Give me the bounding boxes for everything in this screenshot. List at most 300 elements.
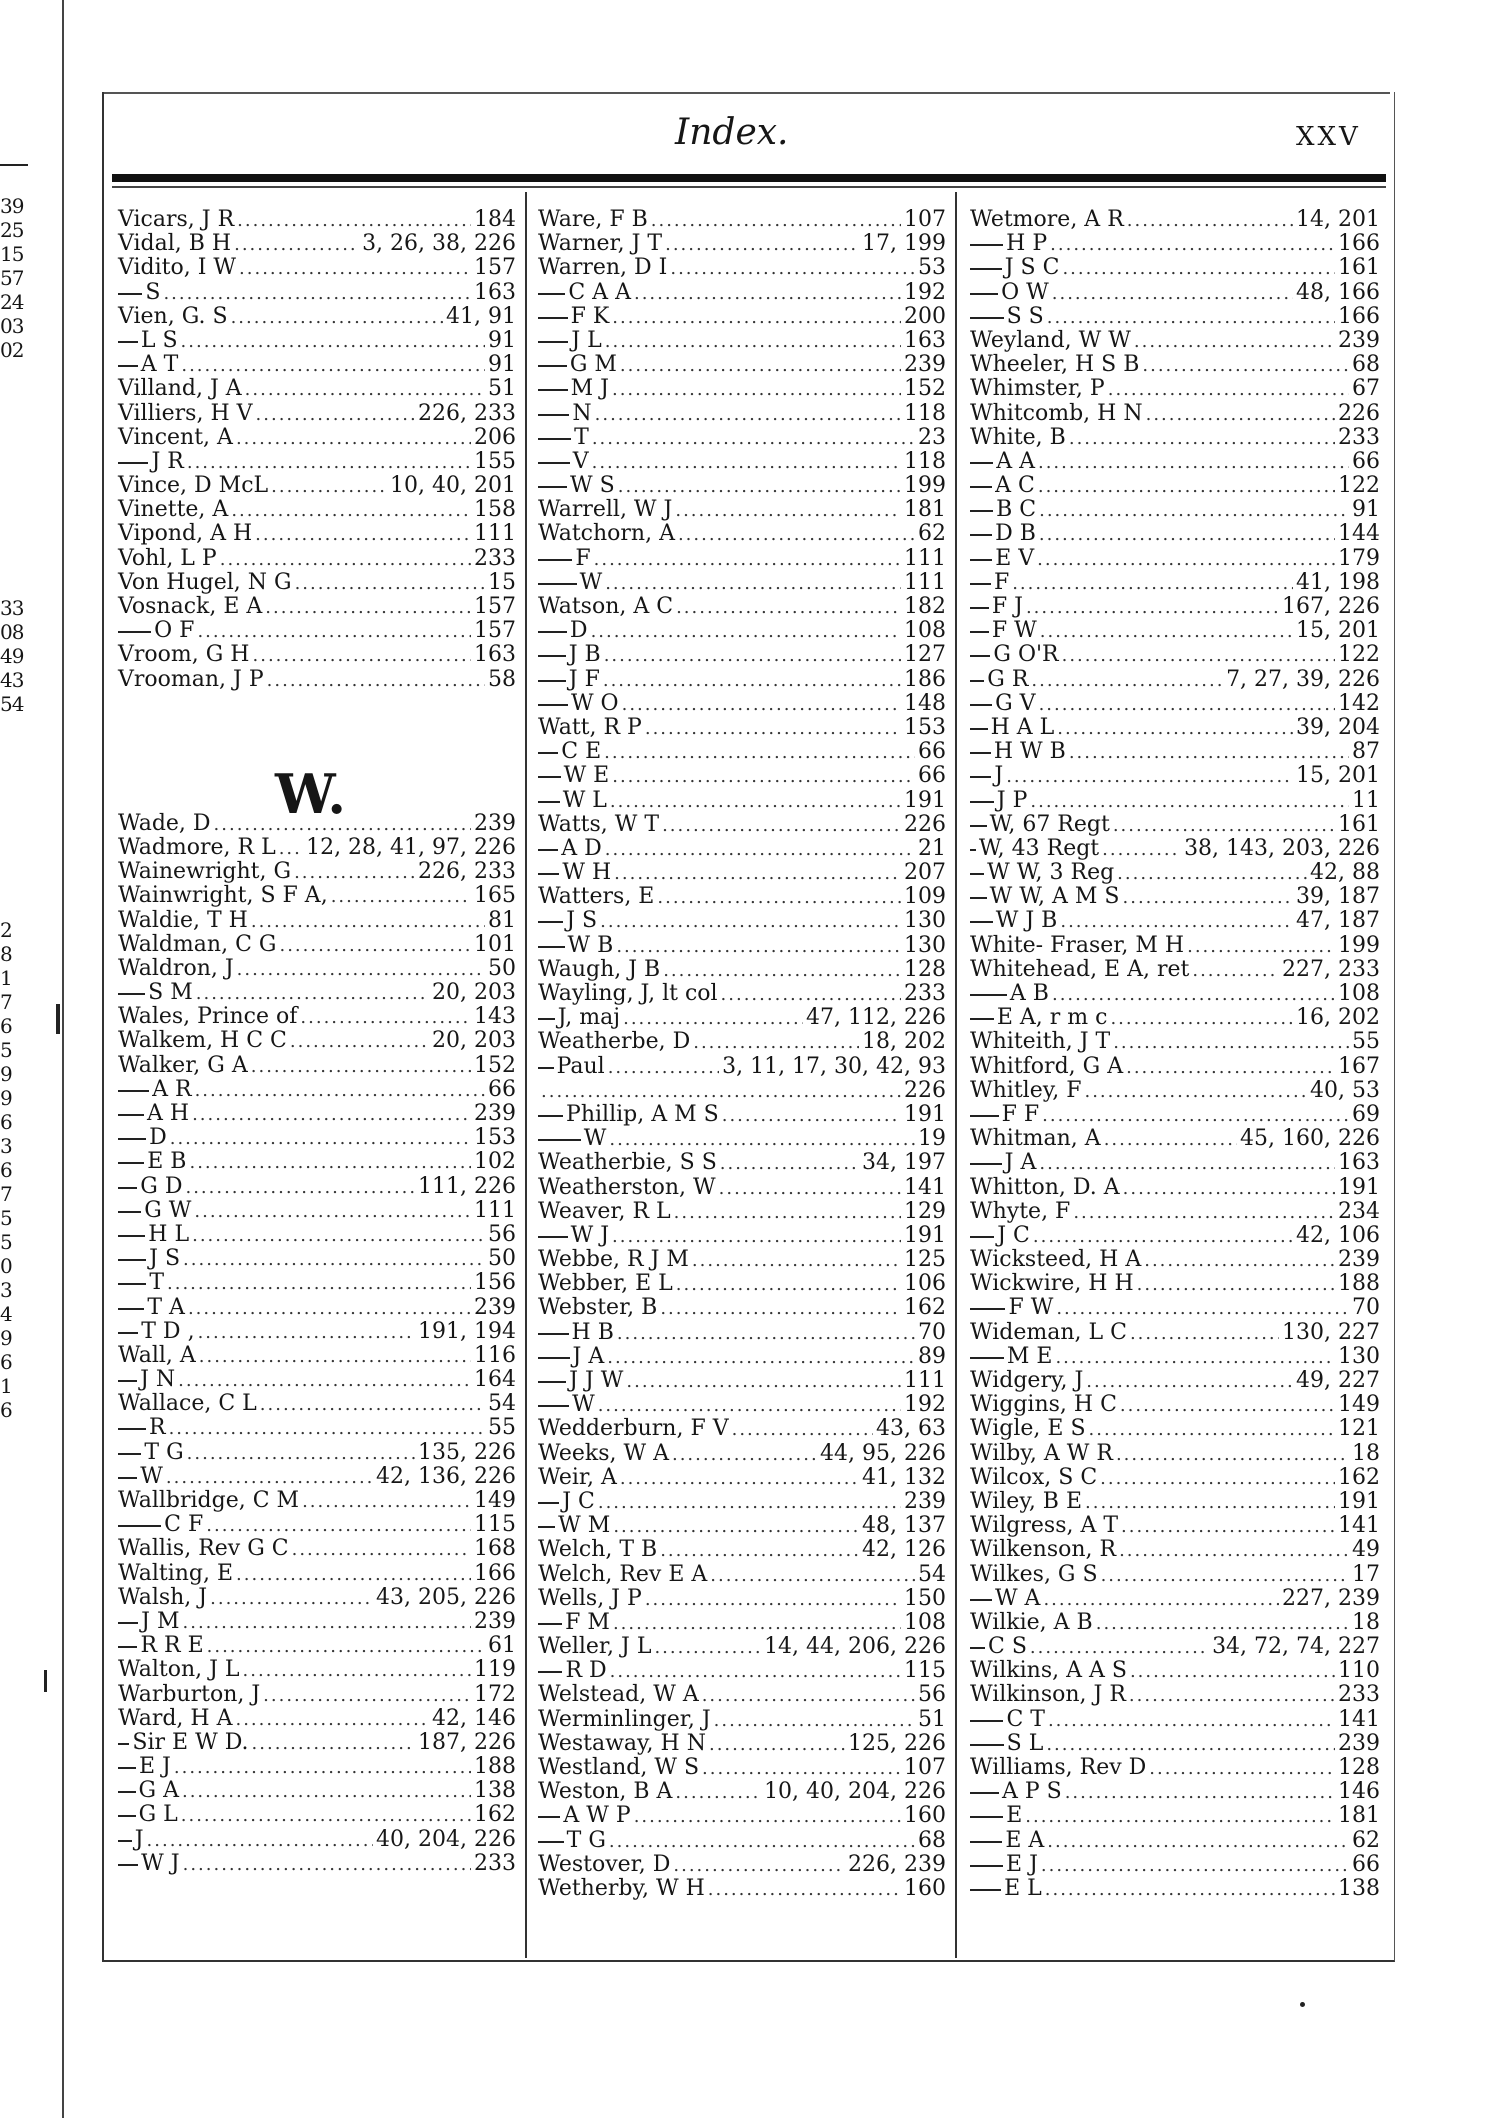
index-entry: [118, 1102, 516, 1126]
facing-page-number: 57: [0, 266, 24, 290]
ditto-rule: [970, 510, 993, 512]
entry-name: E A, r m c: [996, 1005, 1108, 1031]
ditto-rule: [538, 1139, 581, 1141]
entry-pages: 49: [1352, 1537, 1380, 1563]
entry-name: Wicksteed, H A: [970, 1247, 1142, 1273]
ditto-rule: [118, 1743, 129, 1745]
index-entry: [538, 1079, 946, 1103]
entry-name: Weaver, R L: [538, 1198, 671, 1224]
entry-pages: 107: [904, 1755, 946, 1780]
index-entry: [538, 522, 946, 546]
leader-dots: [1040, 620, 1293, 644]
leader-dots: [620, 1467, 859, 1491]
index-entry: [538, 1393, 946, 1417]
leader-dots: [670, 257, 915, 281]
entry-name: S M: [148, 980, 193, 1006]
index-entry: [538, 1490, 946, 1514]
ditto-rule: [118, 1259, 146, 1261]
entry-name: W: [572, 1392, 595, 1418]
entry-pages: 130: [1338, 1343, 1380, 1369]
entry-pages: 43, 205, 226: [376, 1584, 516, 1610]
entry-name: Walting, E: [118, 1560, 234, 1586]
entry-pages: 239: [474, 1608, 516, 1634]
index-entry: [538, 1635, 946, 1659]
leader-dots: [710, 1564, 915, 1588]
ditto-rule: [538, 849, 558, 851]
entry-pages: 102: [474, 1149, 516, 1175]
ditto-rule: [970, 1816, 1003, 1818]
ditto-rule: [538, 1115, 563, 1117]
entry-pages: 187, 226: [418, 1729, 516, 1755]
index-entry: [538, 1442, 946, 1466]
index-entry: [118, 1296, 516, 1320]
leader-dots: [709, 1733, 845, 1757]
index-entry: [118, 957, 516, 981]
ditto-rule: [970, 873, 984, 875]
entry-pages: 199: [1338, 932, 1380, 958]
leader-dots: [1039, 523, 1335, 547]
leader-dots: [183, 1611, 472, 1635]
index-entry: [538, 1659, 946, 1683]
leader-dots: [608, 1056, 719, 1080]
entry-name: S S: [1006, 303, 1044, 329]
leader-dots: [1108, 378, 1349, 402]
leader-dots: [1110, 1007, 1293, 1031]
entry-name: Sir E W D.: [132, 1729, 249, 1755]
entry-name: Webster, B: [538, 1295, 658, 1321]
entry-name: Wilkes, G S: [970, 1561, 1098, 1587]
facing-page-number: 4: [0, 1302, 12, 1326]
entry-pages: 62: [1352, 1827, 1380, 1853]
leader-dots: [541, 1080, 901, 1104]
leader-dots: [183, 1853, 471, 1877]
ditto-rule: [970, 607, 989, 609]
entry-pages: 70: [918, 1319, 946, 1345]
index-entry: [118, 1683, 516, 1707]
entry-pages: 153: [474, 1125, 516, 1151]
entry-name: Walsh, J: [118, 1584, 208, 1610]
leader-dots: [660, 1539, 859, 1563]
index-entry: [538, 1369, 946, 1393]
index-entry: [970, 522, 1380, 546]
ditto-rule: [538, 1502, 559, 1504]
entry-name: Whitley, F: [970, 1077, 1082, 1103]
entry-pages: 226, 239: [848, 1851, 946, 1877]
entry-pages: 91: [488, 327, 516, 353]
entry-pages: 108: [1338, 981, 1380, 1006]
entry-name: T D ,: [141, 1318, 195, 1344]
entry-name: Von Hugel, N G: [118, 569, 292, 595]
ditto-rule: [970, 486, 992, 488]
entry-pages: 146: [1338, 1779, 1380, 1805]
index-entry: [118, 1126, 516, 1150]
entry-pages: 191: [904, 1101, 946, 1127]
entry-pages: 142: [1338, 690, 1380, 716]
entry-name: W W, A M S: [989, 884, 1120, 910]
leader-dots: [182, 1780, 471, 1804]
entry-pages: 38, 143, 203, 226: [1184, 835, 1380, 861]
index-entry: [970, 208, 1380, 232]
ditto-rule: [538, 1067, 554, 1069]
entry-pages: 160: [904, 1875, 946, 1901]
entry-name: Widgery, J: [970, 1368, 1084, 1393]
ditto-rule: [970, 559, 992, 561]
leader-dots: [1030, 1636, 1209, 1660]
index-entry: [970, 1587, 1380, 1611]
index-entry: [970, 474, 1380, 498]
entry-name: F W: [1008, 1295, 1054, 1321]
entry-pages: 172: [474, 1681, 516, 1707]
index-entry: [118, 860, 516, 884]
entry-pages: 207: [904, 860, 946, 886]
facing-page-number: 6: [0, 1158, 12, 1182]
index-entry: [118, 571, 516, 595]
entry-pages: 166: [1338, 303, 1380, 329]
leader-dots: [657, 886, 901, 910]
index-entry: [538, 1296, 946, 1320]
index-entry: [538, 885, 946, 909]
index-entry: [118, 305, 516, 329]
index-entry: [970, 982, 1380, 1006]
leader-dots: [672, 1443, 817, 1467]
index-entry: [970, 1732, 1380, 1756]
ditto-rule: [538, 873, 559, 875]
entry-pages: 91: [488, 352, 516, 378]
entry-name: A A: [996, 448, 1035, 474]
ditto-rule: [538, 680, 566, 682]
index-entry: [538, 1030, 946, 1054]
leader-dots: [245, 378, 485, 402]
leader-dots: [210, 1587, 373, 1611]
leader-dots: [183, 1248, 485, 1272]
ditto-rule: [538, 1623, 562, 1625]
ditto-rule: [118, 1791, 136, 1793]
entry-pages: 111: [904, 569, 946, 595]
entry-pages: 168: [474, 1536, 516, 1562]
leader-dots: [271, 475, 387, 499]
index-entry: [970, 1659, 1380, 1683]
index-entry: [538, 1200, 946, 1224]
index-entry: [970, 1877, 1380, 1901]
entry-pages: 18, 202: [862, 1029, 946, 1055]
leader-dots: [1033, 1225, 1293, 1249]
header-rule-thin: [112, 186, 1386, 188]
leader-dots: [1116, 1443, 1349, 1467]
entry-name: W S: [570, 473, 615, 499]
leader-dots: [253, 644, 472, 668]
leader-dots: [604, 644, 901, 668]
entry-name: F: [575, 545, 591, 571]
index-entry: [118, 836, 516, 860]
leader-dots: [1084, 1080, 1307, 1104]
entry-name: A H: [146, 1101, 190, 1126]
entry-pages: 10, 40, 204, 226: [764, 1779, 946, 1805]
leader-dots: [708, 1878, 901, 1902]
entry-pages: 165: [474, 883, 516, 909]
entry-name: F M: [565, 1609, 610, 1635]
entry-pages: 182: [904, 594, 946, 619]
index-entry: [118, 1368, 516, 1392]
entry-pages: 7, 27, 39, 226: [1226, 666, 1380, 692]
leader-dots: [592, 427, 915, 451]
entry-name: F W: [991, 618, 1037, 644]
leader-dots: [265, 596, 471, 620]
entry-name: Wetmore, A R: [970, 207, 1124, 232]
entry-pages: 141: [904, 1174, 946, 1200]
entry-pages: 167, 226: [1282, 594, 1380, 619]
ditto-rule: [970, 825, 987, 827]
leader-dots: [673, 1854, 845, 1878]
index-entry: [538, 643, 946, 667]
entry-name: Weston, B A: [538, 1779, 673, 1805]
entry-name: Wallace, C L: [118, 1391, 257, 1417]
index-entry: [118, 1223, 516, 1247]
entry-name: Wade, D: [118, 810, 211, 836]
entry-pages: 41, 91: [446, 303, 516, 329]
ditto-rule: [970, 462, 993, 464]
entry-name: Weeks, W A: [538, 1440, 669, 1466]
index-entry: [118, 1150, 516, 1174]
entry-pages: 111, 226: [418, 1173, 516, 1199]
entry-name: Wainwright, S F A,: [118, 883, 328, 909]
leader-dots: [231, 499, 471, 523]
entry-name: Wideman, L C: [970, 1319, 1127, 1345]
leader-dots: [607, 1346, 915, 1370]
entry-name: F F: [1001, 1101, 1040, 1127]
entry-name: T A: [147, 1294, 185, 1320]
index-entry: [970, 353, 1380, 377]
entry-pages: 16, 202: [1296, 1005, 1380, 1031]
index-entry: [970, 1103, 1380, 1127]
leader-dots: [660, 1297, 901, 1321]
index-entry: [118, 1320, 516, 1344]
entry-pages: 181: [1338, 1803, 1380, 1829]
entry-pages: 15: [488, 569, 516, 595]
entry-pages: 163: [904, 327, 946, 353]
ditto-rule: [538, 365, 567, 367]
entry-name: Wilkinson, J R: [970, 1682, 1126, 1708]
leader-dots: [598, 1491, 901, 1515]
leader-dots: [279, 837, 303, 861]
index-entry: [970, 402, 1380, 426]
entry-name: Vincent, A: [118, 424, 233, 450]
leader-dots: [236, 1563, 471, 1587]
index-entry: [970, 740, 1380, 764]
leader-dots: [616, 935, 901, 959]
index-entry: [538, 1563, 946, 1587]
entry-pages: 164: [474, 1367, 516, 1393]
entry-name: Vidito, I W: [118, 255, 237, 281]
leader-dots: [645, 1588, 901, 1612]
leader-dots: [674, 1201, 901, 1225]
facing-page-number: 5: [0, 1206, 12, 1230]
leader-dots: [1192, 959, 1279, 983]
entry-pages: 56: [918, 1682, 946, 1708]
entry-name: T G: [566, 1827, 606, 1853]
index-entry: [970, 1200, 1380, 1224]
ditto-rule: [538, 801, 560, 803]
leader-dots: [645, 717, 901, 741]
index-entry: [970, 692, 1380, 716]
facing-page-number: 25: [0, 218, 24, 242]
margin-mark: [56, 1004, 60, 1034]
entry-pages: 68: [1352, 352, 1380, 378]
entry-name: A B: [1009, 981, 1049, 1006]
entry-name: W E: [563, 763, 610, 789]
entry-pages: 156: [474, 1270, 516, 1296]
ditto-rule: [538, 293, 565, 295]
leader-dots: [1037, 548, 1335, 572]
leader-dots: [300, 1006, 471, 1030]
facing-page-number: 9: [0, 1062, 12, 1086]
leader-dots: [1047, 1830, 1349, 1854]
facing-page-number: 43: [0, 668, 24, 692]
ditto-rule: [118, 1380, 137, 1382]
index-entry: [970, 668, 1380, 692]
entry-name: Wiley, B E: [970, 1488, 1083, 1514]
ditto-rule: [970, 1720, 1003, 1722]
index-entry: [970, 1248, 1380, 1272]
leader-dots: [1113, 814, 1335, 838]
entry-name: J C: [997, 1222, 1030, 1248]
entry-name: Watchorn, A: [538, 521, 675, 547]
entry-name: A W P: [563, 1803, 631, 1829]
index-entry: [118, 643, 516, 667]
leader-dots: [663, 959, 901, 983]
entry-name: E J: [139, 1754, 171, 1780]
leader-dots: [1047, 306, 1335, 330]
entry-name: G R: [987, 666, 1029, 692]
entry-name: H P: [1006, 231, 1048, 257]
entry-name: J: [994, 763, 1004, 789]
leader-dots: [292, 1538, 471, 1562]
entry-name: Phillip, A M S: [566, 1101, 719, 1127]
entry-pages: 42, 146: [432, 1705, 516, 1731]
entry-pages: 3, 26, 38, 226: [362, 231, 516, 257]
index-entry: [538, 402, 946, 426]
leader-dots: [294, 861, 415, 885]
index-entry: [118, 1465, 516, 1489]
entry-name: Wilby, A W R: [970, 1440, 1113, 1466]
index-entry: [118, 595, 516, 619]
index-entry: [118, 1610, 516, 1634]
index-entry: [970, 1829, 1380, 1853]
entry-name: Weatherbe, D: [538, 1029, 691, 1055]
leader-dots: [613, 1612, 901, 1636]
index-entry: [538, 1176, 946, 1200]
leader-dots: [256, 403, 416, 427]
leader-dots: [605, 330, 901, 354]
index-entry: [970, 1853, 1380, 1877]
ditto-rule: [118, 1211, 141, 1213]
leader-dots: [614, 862, 901, 886]
leader-dots: [1046, 1733, 1335, 1757]
index-entry: [538, 281, 946, 305]
entry-pages: 166: [474, 1560, 516, 1586]
ditto-rule: [970, 849, 976, 851]
leader-dots: [1062, 644, 1335, 668]
entry-name: Ware, F B: [538, 207, 648, 232]
ditto-rule: [970, 293, 998, 295]
entry-pages: 160: [904, 1803, 946, 1829]
leader-dots: [1130, 1322, 1279, 1346]
entry-name: Vinette, A: [118, 497, 229, 523]
leader-dots: [612, 765, 915, 789]
entry-pages: 152: [474, 1052, 516, 1078]
entry-name: Villand, J A: [118, 376, 242, 402]
ditto-rule: [970, 1647, 985, 1649]
index-entry: [970, 1006, 1380, 1030]
entry-name: Whitcomb, H N: [970, 400, 1143, 426]
index-entry: [970, 1345, 1380, 1369]
entry-pages: 3, 11, 17, 30, 42, 93: [722, 1053, 946, 1079]
entry-name: F K: [570, 303, 610, 329]
index-entry: [538, 1224, 946, 1248]
entry-name: Weatherston, W: [538, 1174, 716, 1200]
ditto-rule: [118, 993, 145, 995]
entry-name: Watts, W T: [538, 811, 660, 837]
leader-dots: [1042, 1104, 1349, 1128]
entry-name: R: [149, 1415, 166, 1441]
entry-pages: 47, 187: [1296, 908, 1380, 934]
entry-pages: 70: [1352, 1295, 1380, 1321]
index-entry: [118, 1634, 516, 1658]
leader-dots: [604, 741, 915, 765]
entry-pages: 66: [918, 739, 946, 765]
entry-name: Wilgress, A T: [970, 1513, 1119, 1539]
leader-dots: [617, 1322, 915, 1346]
entry-name: A P S: [1001, 1779, 1062, 1805]
entry-name: Wales, Prince of: [118, 1004, 298, 1030]
ditto-rule: [118, 1815, 136, 1817]
entry-pages: 50: [488, 955, 516, 981]
index-block: [118, 812, 516, 1876]
leader-dots: [702, 1757, 901, 1781]
index-entry: [538, 1248, 946, 1272]
ditto-rule: [118, 1646, 137, 1648]
leader-dots: [600, 910, 901, 934]
index-entry: [118, 619, 516, 643]
leader-dots: [1119, 1539, 1349, 1563]
entry-pages: 157: [474, 594, 516, 619]
entry-name: J, maj: [557, 1005, 621, 1031]
entry-name: W: [579, 569, 603, 595]
entry-pages: 161: [1338, 811, 1380, 837]
entry-pages: 239: [1338, 1247, 1380, 1273]
entry-name: Vipond, A H: [118, 521, 253, 547]
facing-page-number: 3: [0, 1134, 12, 1158]
index-entry: [970, 1756, 1380, 1780]
leader-dots: [169, 1417, 485, 1441]
ditto-rule: [538, 341, 568, 343]
index-entry: [538, 764, 946, 788]
entry-pages: 188: [1338, 1271, 1380, 1297]
leader-dots: [609, 1128, 915, 1152]
entry-pages: 163: [474, 642, 516, 668]
leader-dots: [260, 1393, 485, 1417]
entry-name: M J: [570, 376, 609, 402]
ditto-rule: [970, 1889, 1001, 1891]
entry-pages: 191: [1338, 1488, 1380, 1514]
leader-dots: [243, 1659, 471, 1683]
entry-pages: 233: [1338, 1682, 1380, 1708]
entry-pages: 130: [904, 932, 946, 958]
entry-pages: 14, 44, 206, 226: [764, 1634, 946, 1660]
leader-dots: [331, 885, 471, 909]
ditto-rule: [538, 462, 570, 464]
entry-pages: 47, 112, 226: [806, 1005, 946, 1031]
entry-pages: 129: [904, 1198, 946, 1224]
